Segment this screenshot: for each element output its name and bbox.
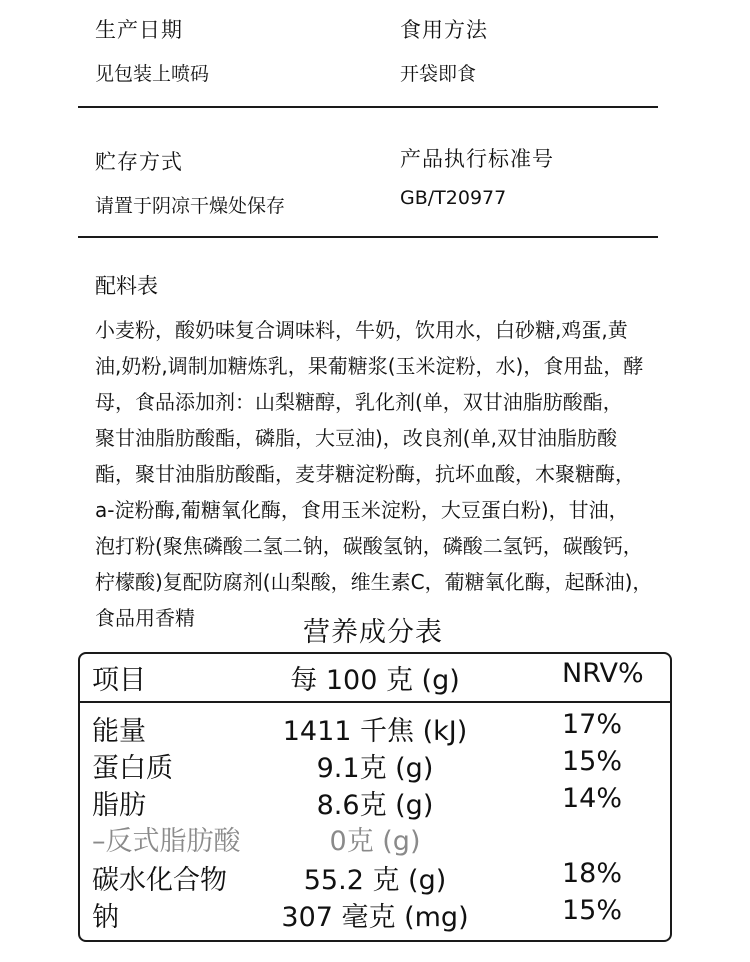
production-date-value: 见包装上喷码 <box>95 63 210 85</box>
usage-label: 食用方法 <box>400 18 488 42</box>
nutrition-row-item: 脂肪 <box>92 790 146 821</box>
ingredients-line: a-淀粉酶,葡糖氧化酶，食用玉米淀粉，大豆蛋白粉)，甘油， <box>95 498 629 522</box>
nutrition-title: 营养成分表 <box>303 617 443 648</box>
production-date-label: 生产日期 <box>95 18 183 42</box>
nutrition-row-item: 钠 <box>92 902 119 933</box>
ingredients-title: 配料表 <box>95 274 158 298</box>
nutrition-row-item: 蛋白质 <box>92 753 173 784</box>
nutrition-header-per: 每 100 克 (g) <box>290 665 460 696</box>
nutrition-row-nrv: 15% <box>562 746 623 777</box>
standard-value: GB/T20977 <box>400 187 507 209</box>
nutrition-row-item: –反式脂肪酸 <box>92 826 241 857</box>
nutrition-row-per: 9.1克 (g) <box>316 753 434 784</box>
ingredients-line: 母，食品添加剂：山梨糖醇，乳化剂(单，双甘油脂肪酸酯， <box>95 390 623 414</box>
nutrition-row-item: 碳水化合物 <box>92 865 227 896</box>
nutrition-row-nrv: 18% <box>562 858 623 889</box>
ingredients-line: 柠檬酸)复配防腐剂(山梨酸，维生素C，葡糖氧化酶，起酥油)， <box>95 570 653 594</box>
nutrition-header-nrv: NRV% <box>562 658 644 689</box>
nutrition-row-per: 1411 千焦 (kJ) <box>282 716 468 747</box>
ingredients-line: 油,奶粉,调制加糖炼乳，果葡糖浆(玉米淀粉，水)，食用盐，酵 <box>95 354 644 378</box>
usage-value: 开袋即食 <box>400 63 477 85</box>
nutrition-row-nrv: 15% <box>562 895 623 926</box>
nutrition-row-per: 0克 (g) <box>329 826 421 857</box>
storage-label: 贮存方式 <box>95 150 183 174</box>
ingredients-line: 小麦粉，酸奶味复合调味料，牛奶，饮用水，白砂糖,鸡蛋,黄 <box>95 318 628 342</box>
ingredients-line: 食品用香精 <box>95 606 195 630</box>
divider-top <box>78 106 658 108</box>
storage-value: 请置于阴凉干燥处保存 <box>95 195 286 217</box>
ingredients-line: 聚甘油脂肪酸酯，磷脂，大豆油)，改良剂(单,双甘油脂肪酸 <box>95 426 617 450</box>
standard-label: 产品执行标准号 <box>400 147 554 171</box>
nutrition-row-per: 8.6克 (g) <box>316 790 434 821</box>
nutrition-row-per: 55.2 克 (g) <box>303 865 447 896</box>
nutrition-header-item: 项目 <box>92 665 146 696</box>
ingredients-list <box>95 312 720 636</box>
divider-middle <box>78 236 658 238</box>
nutrition-row-item: 能量 <box>92 716 146 747</box>
ingredients-line: 酯，聚甘油脂肪酸酯，麦芽糖淀粉酶，抗坏血酸，木聚糖酶， <box>95 462 635 486</box>
ingredients-line: 泡打粉(聚焦磷酸二氢二钠，碳酸氢钠，磷酸二氢钙，碳酸钙， <box>95 534 643 558</box>
nutrition-row-nrv: 14% <box>562 783 623 814</box>
nutrition-row-nrv: 17% <box>562 709 623 740</box>
nutrition-header-divider <box>80 701 672 703</box>
nutrition-row-per: 307 毫克 (mg) <box>281 902 469 933</box>
